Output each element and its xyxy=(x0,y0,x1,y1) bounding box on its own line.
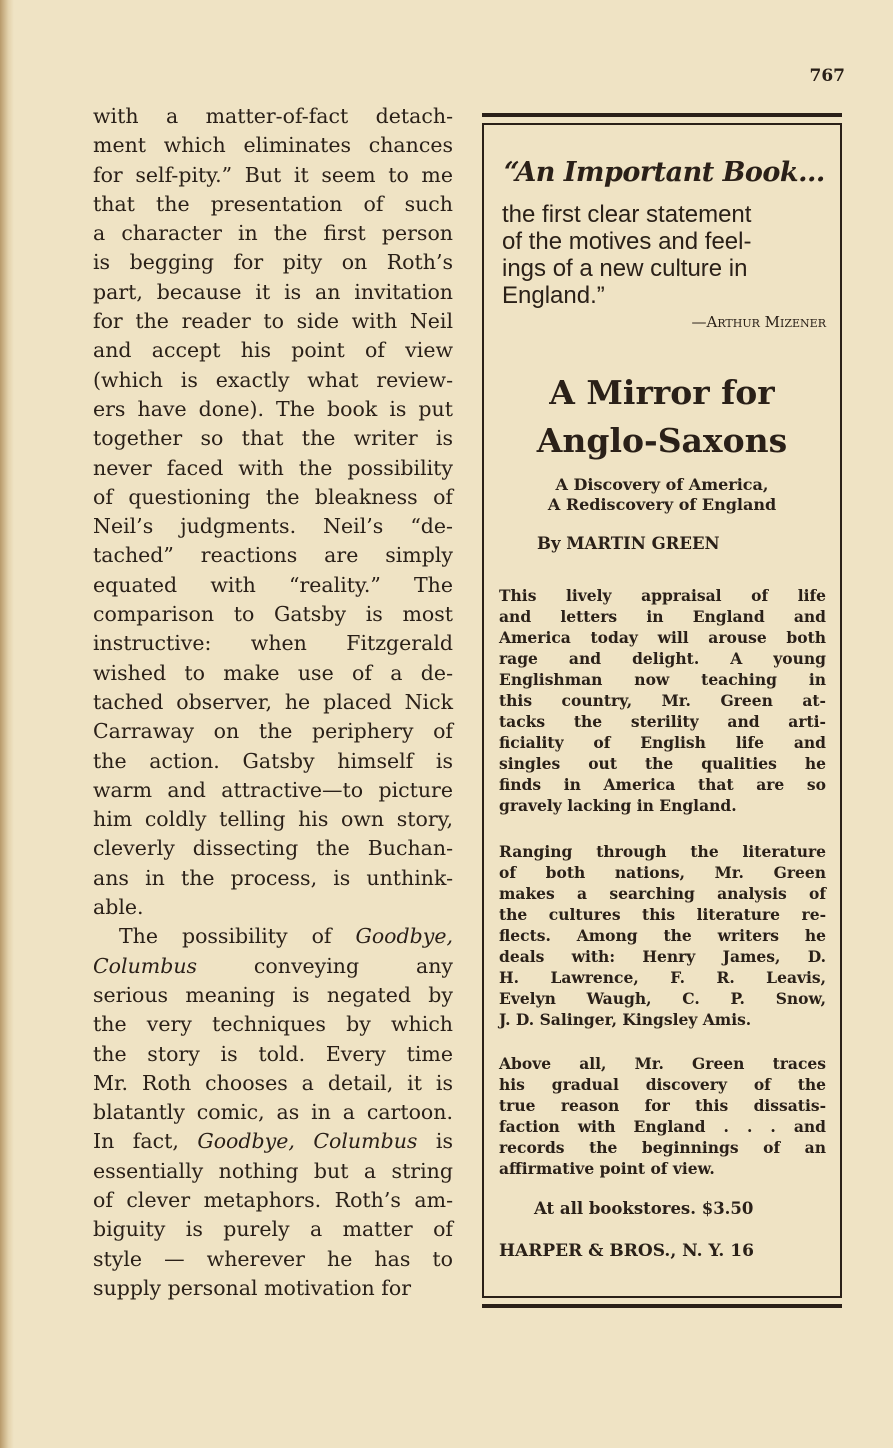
ad-line: his gradual discovery of the xyxy=(499,1075,826,1094)
ad-top-rule xyxy=(482,113,842,125)
ad-line: gravely lacking in England. xyxy=(499,796,737,815)
book-title-line: A Mirror for xyxy=(549,373,775,412)
article-line: instructive: when Fitzgerald xyxy=(93,631,453,656)
article-line: with a matter-of-fact detach- xyxy=(93,104,453,128)
article-line: Carraway on the periphery of xyxy=(93,719,453,744)
book-title-italic: Columbus xyxy=(93,953,198,978)
quote-line: England.” xyxy=(502,282,605,309)
page-gutter-edge xyxy=(0,0,14,1448)
ad-line: J. D. Salinger, Kingsley Amis. xyxy=(499,1010,752,1029)
ad-author: By MARTIN GREEN xyxy=(537,534,720,553)
article-line xyxy=(93,1127,453,1156)
ad-line: deals with: Henry James, D. xyxy=(499,947,826,966)
book-title-italic: Goodbye, Columbus xyxy=(197,1129,418,1154)
article-line: comparison to Gatsby is most xyxy=(93,602,453,627)
article-line: Neil’s judgments. Neil’s “de- xyxy=(93,514,453,539)
ad-price: At all bookstores. $3.50 xyxy=(534,1199,754,1218)
ad-line: Ranging through the literature xyxy=(499,842,826,861)
article-line: (which is exactly what review- xyxy=(93,367,453,392)
article-line: the story is told. Every time xyxy=(93,1041,453,1066)
ad-line: Englishman now teaching in xyxy=(499,670,826,689)
ad-line: This lively appraisal of life xyxy=(499,586,826,605)
article-line: tached observer, he placed Nick xyxy=(93,689,453,714)
ad-line: H. Lawrence, F. R. Leavis, xyxy=(499,968,826,987)
ad-description-paragraph xyxy=(499,841,826,1030)
ad-line: faction with England . . . and xyxy=(499,1117,826,1136)
article-line: is begging for pity on Roth’s xyxy=(93,250,453,275)
article-line: ans in the process, is unthink- xyxy=(93,865,453,890)
article-text: In fact, xyxy=(93,1129,198,1154)
article-line: never faced with the possibility xyxy=(93,455,453,480)
ad-line: Above all, Mr. Green traces xyxy=(499,1054,826,1073)
ad-border-right xyxy=(840,125,842,1296)
ad-line: and letters in England and xyxy=(499,607,826,626)
ad-line: singles out the qualities he xyxy=(499,754,826,773)
ad-line: rage and delight. A young xyxy=(499,649,826,668)
article-line: for the reader to side with Neil xyxy=(93,309,453,334)
article-line: equated with “reality.” The xyxy=(93,572,453,597)
quote-line: the first clear statement xyxy=(502,201,752,228)
ad-line: finds in America that are so xyxy=(499,775,826,794)
article-text: conveying any xyxy=(197,953,453,978)
article-line: that the presentation of such xyxy=(93,191,453,216)
article-line: able. xyxy=(93,895,144,920)
subtitle-line: A Discovery of America, xyxy=(555,475,769,494)
book-advertisement xyxy=(482,113,842,1308)
ad-line: flects. Among the writers he xyxy=(499,926,826,945)
article-line: him coldly telling his own story, xyxy=(93,807,453,832)
article-line: style — wherever he has to xyxy=(93,1246,453,1271)
ad-description-paragraph xyxy=(499,1053,826,1179)
ad-line: affirmative point of view. xyxy=(499,1159,715,1178)
article-line: of clever metaphors. Roth’s am- xyxy=(93,1187,453,1212)
article-line: ment which eliminates chances xyxy=(93,133,453,158)
article-line: wished to make use of a de- xyxy=(93,660,453,685)
ad-book-title xyxy=(482,369,842,465)
quote-line: of the motives and feel- xyxy=(502,228,752,255)
article-line: Mr. Roth chooses a detail, it is xyxy=(93,1070,453,1095)
ad-line: makes a searching analysis of xyxy=(499,884,826,903)
ad-line: this country, Mr. Green at- xyxy=(499,691,826,710)
quote-line: ings of a new culture in xyxy=(502,255,748,282)
book-title-line: Anglo-Saxons xyxy=(536,421,788,460)
ad-bottom-rule xyxy=(482,1296,842,1308)
article-column xyxy=(93,102,453,1303)
article-line: part, because it is an invitation xyxy=(93,279,453,304)
article-line: for self-pity.” But it seem to me xyxy=(93,162,453,187)
article-text: is xyxy=(417,1129,454,1154)
article-line xyxy=(93,922,453,951)
ad-line: true reason for this dissatis- xyxy=(499,1096,826,1115)
article-line: the very techniques by which xyxy=(93,1012,453,1037)
article-line: supply personal motivation for xyxy=(93,1275,412,1300)
article-line: ers have done). The book is put xyxy=(93,396,453,421)
subtitle-line: A Rediscovery of England xyxy=(547,495,777,514)
ad-line: records the beginnings of an xyxy=(499,1138,826,1157)
article-line: cleverly dissecting the Buchan- xyxy=(93,836,453,861)
ad-review-quote xyxy=(502,201,832,309)
ad-line: tacks the sterility and arti- xyxy=(499,712,826,731)
article-line: serious meaning is negated by xyxy=(93,982,453,1007)
article-line: warm and attractive—to picture xyxy=(93,777,453,802)
book-title-italic: Goodbye, xyxy=(355,924,453,949)
ad-publisher: HARPER & BROS., N. Y. 16 xyxy=(499,1241,754,1261)
article-text: The possibility of xyxy=(119,924,356,949)
ad-book-subtitle xyxy=(482,475,842,515)
article-line: together so that the writer is xyxy=(93,426,453,451)
article-line: and accept his point of view xyxy=(93,338,453,363)
ad-description-paragraph xyxy=(499,585,826,816)
article-line: a character in the first person xyxy=(93,221,453,246)
article-line: the action. Gatsby himself is xyxy=(93,748,453,773)
ad-line: the cultures this literature re- xyxy=(499,905,826,924)
page-number: 767 xyxy=(809,66,845,86)
article-line: essentially nothing but a string xyxy=(93,1158,453,1183)
article-line xyxy=(93,952,453,981)
article-line: biguity is purely a matter of xyxy=(93,1217,453,1242)
ad-line: of both nations, Mr. Green xyxy=(499,863,826,882)
ad-tagline: “An Important Book... xyxy=(504,157,825,188)
ad-border-left xyxy=(482,125,484,1296)
ad-line: Evelyn Waugh, C. P. Snow, xyxy=(499,989,826,1008)
ad-line: America today will arouse both xyxy=(499,628,826,647)
quote-attribution: —Arthur Mizener xyxy=(691,313,826,331)
article-line: blatantly comic, as in a cartoon. xyxy=(93,1100,453,1125)
article-line: of questioning the bleakness of xyxy=(93,484,453,509)
article-line: tached” reactions are simply xyxy=(93,543,453,568)
ad-line: ficiality of English life and xyxy=(499,733,826,752)
